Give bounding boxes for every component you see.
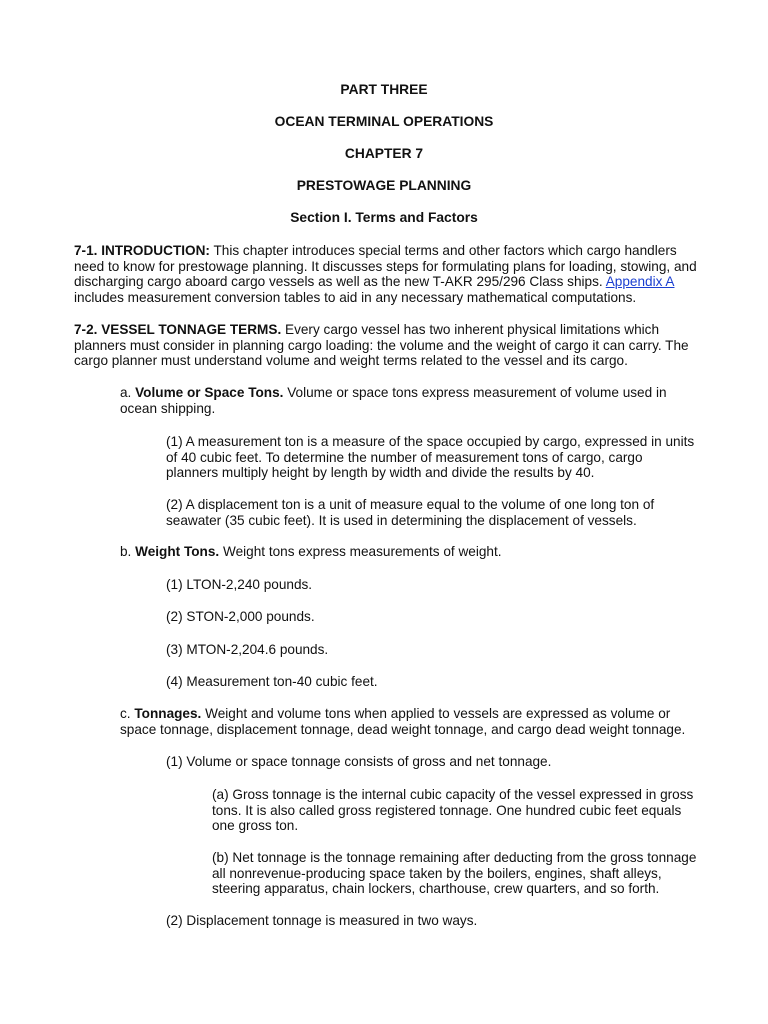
chapter-heading: CHAPTER 7	[344, 146, 424, 161]
appendix-a-link[interactable]: Appendix A	[605, 274, 675, 289]
tonnage-terms-line-1: 7-2. VESSEL TONNAGE TERMS. Every cargo vessel has two inherent physical limitations which	[74, 322, 660, 337]
chapter-title-heading: PRESTOWAGE PLANNING	[296, 178, 472, 193]
gross-tonnage-item: (a) Gross tonnage is the internal cubic capacity of the vessel expressed in gross tons. It is also called gross registered tonnage. One hundred cubic feet equals one gross ton.	[212, 787, 694, 833]
weight-item-lton: (1) LTON-2,240 pounds.	[166, 577, 313, 592]
tonnage-terms-paragraph	[74, 322, 689, 369]
intro-line-3: discharging cargo aboard cargo vessels as well as the new T-AKR 295/296 Class ships. Appendix A	[74, 274, 675, 289]
volume-line-2: ocean shipping.	[120, 400, 216, 416]
intro-line-1: 7-1. INTRODUCTION: This chapter introduces special terms and other factors which cargo handlers	[74, 243, 677, 258]
intro-heading: 7-1. INTRODUCTION:	[74, 243, 210, 258]
weight-paragraph: b. Weight Tons. Weight tons express measurements of weight.	[120, 544, 502, 559]
volume-tonnage-item: (1) Volume or space tonnage consists of gross and net tonnage.	[166, 754, 552, 769]
tonnage-terms-line-3: cargo planner must understand volume and weight terms related to the vessel and its cargo.	[74, 353, 628, 368]
displacement-ton-item: (2) A displacement ton is a unit of measure equal to the volume of one long ton of seawater (35 cubic feet). It is used in determining the displacement of vessels.	[166, 497, 655, 528]
weight-item-ston: (2) STON-2,000 pounds.	[166, 609, 315, 624]
measurement-ton-item: (1) A measurement ton is a measure of the space occupied by cargo, expressed in units of 40 cubic feet. To determine the number of measurement tons of cargo, cargo planners multiply height by length by width and divide the results by 40.	[166, 434, 695, 480]
tonnages-paragraph: c. Tonnages. Weight and volume tons when applied to vessels are expressed as volume or space tonnage, displacement tonnage, dead weight tonnage, and cargo dead weight tonnage.	[120, 706, 686, 737]
section-heading: Section I. Terms and Factors	[290, 210, 478, 225]
part-heading: PART THREE	[340, 82, 428, 97]
tonnage-terms-heading: 7-2. VESSEL TONNAGE TERMS.	[74, 322, 282, 337]
weight-heading: Weight Tons.	[135, 544, 220, 559]
volume-paragraph	[120, 385, 667, 416]
tonnages-heading: Tonnages.	[134, 706, 202, 721]
intro-line-4: includes measurement conversion tables to aid in any necessary mathematical computations.	[74, 289, 637, 305]
weight-item-measurement: (4) Measurement ton-40 cubic feet.	[166, 674, 378, 689]
intro-line-2: need to know for prestowage planning. It discusses steps for formulating plans for loading, stowing, and	[74, 258, 697, 274]
tonnage-terms-line-2: planners must consider in planning cargo loading: the volume and the weight of cargo it can carry. The	[74, 337, 689, 353]
displacement-tonnage-item: (2) Displacement tonnage is measured in two ways.	[166, 913, 478, 928]
intro-paragraph	[74, 243, 697, 305]
title-heading: OCEAN TERMINAL OPERATIONS	[274, 114, 494, 129]
net-tonnage-item: (b) Net tonnage is the tonnage remaining after deducting from the gross tonnage all nonrevenue-producing space taken by the boilers, engines, shaft alleys, steering apparatus, chain lockers, charthouse, crew quarters, and so forth.	[212, 850, 697, 896]
weight-item-mton: (3) MTON-2,204.6 pounds.	[166, 642, 329, 657]
volume-heading: Volume or Space Tons.	[135, 385, 284, 400]
volume-line-1: a. Volume or Space Tons. Volume or space tons express measurement of volume used in	[120, 385, 667, 400]
